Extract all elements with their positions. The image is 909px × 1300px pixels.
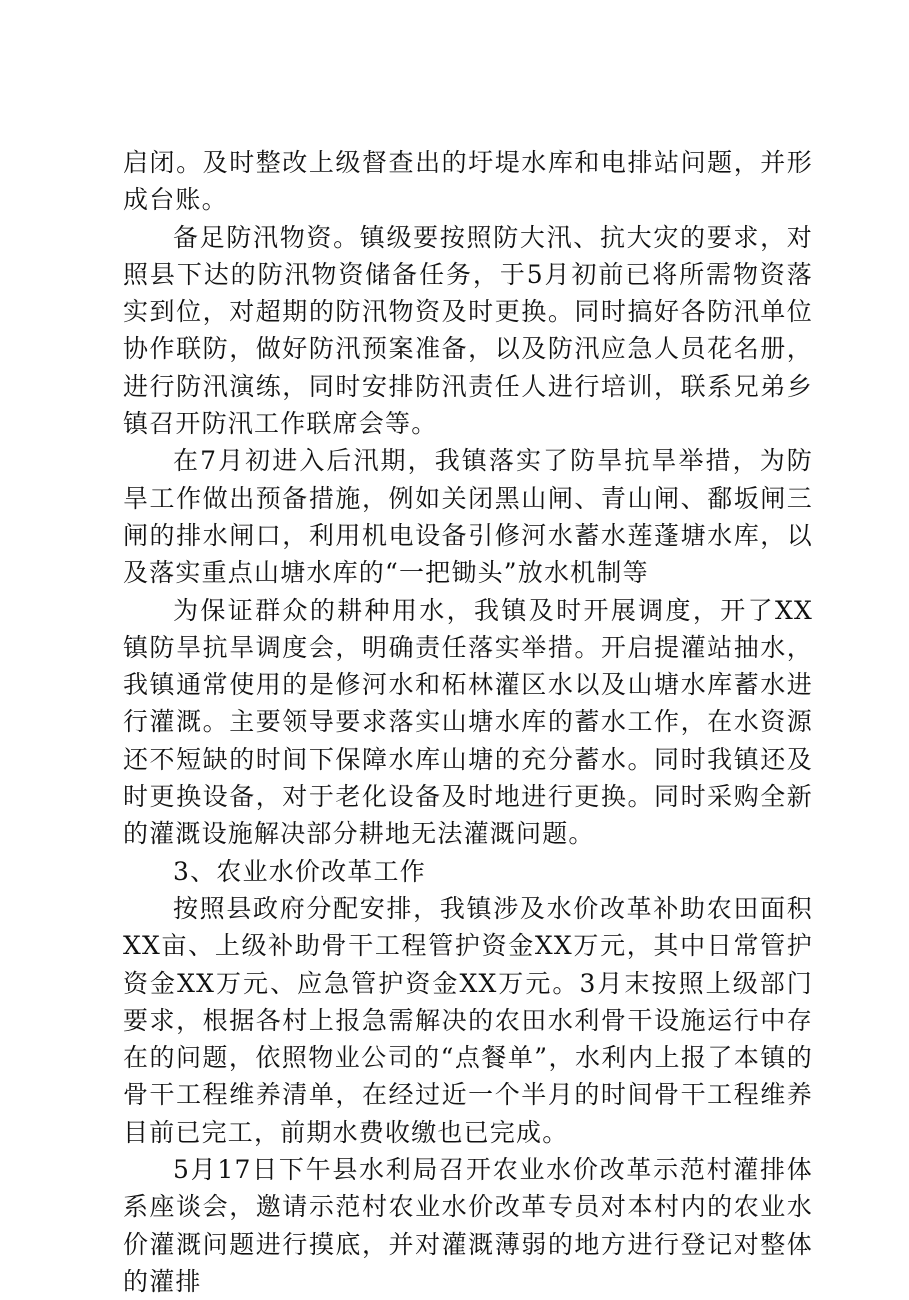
section-heading: 3、农业水价改革工作	[173, 856, 426, 886]
document-body	[123, 144, 813, 1300]
paragraph-1: 启闭。及时整改上级督查出的圩堤水库和电排站问题，并形成台账。	[123, 148, 813, 215]
paragraph-2: 备足防汛物资。镇级要按照防大汛、抗大灾的要求，对照县下达的防汛物资储备任务，于5月初前已将所需物资落实到位，对超期的防汛物资及时更换。同时搞好各防汛单位协作联防，做好防汛预案准备，以及防汛应急人员花名册，进行防汛演练，同时安排防汛责任人进行培训，联系兄弟乡镇召开防汛工作联席会等。	[123, 222, 813, 439]
paragraph-6: 5月17日下午县水利局召开农业水价改革示范村灌排体系座谈会，邀请示范村农业水价改革专员对本村内的农业水价灌溉问题进行摸底，并对灌溉薄弱的地方进行登记对整体的灌排	[123, 1155, 813, 1296]
paragraph-4: 为保证群众的耕种用水，我镇及时开展调度，开了XX镇防旱抗旱调度会，明确责任落实举措。开启提灌站抽水，我镇通常使用的是修河水和柘林灌区水以及山塘水库蓄水进行灌溉。主要领导要求落实山塘水库的蓄水工作，在水资源还不短缺的时间下保障水库山塘的充分蓄水。同时我镇还及时更换设备，对于老化设备及时地进行更换。同时采购全新的灌溉设施解决部分耕地无法灌溉问题。	[123, 595, 813, 849]
paragraph-3: 在7月初进入后汛期，我镇落实了防旱抗旱举措，为防旱工作做出预备措施，例如关闭黑山闸、青山闸、鄱坂闸三闸的排水闸口，利用机电设备引修河水蓄水莲蓬塘水库，以及落实重点山塘水库的“一把锄头”放水机制等	[123, 446, 813, 588]
paragraph-5: 按照县政府分配安排，我镇涉及水价改革补助农田面积XX亩、上级补助骨干工程管护资金XX万元，其中日常管护资金XX万元、应急管护资金XX万元。3月末按照上级部门要求，根据各村上报急需解决的农田水利骨干设施运行中存在的问题，依照物业公司的“点餐单”，水利内上报了本镇的骨干工程维养清单，在经过近一个半月的时间骨干工程维养目前已完工，前期水费收缴也已完成。	[123, 893, 813, 1147]
